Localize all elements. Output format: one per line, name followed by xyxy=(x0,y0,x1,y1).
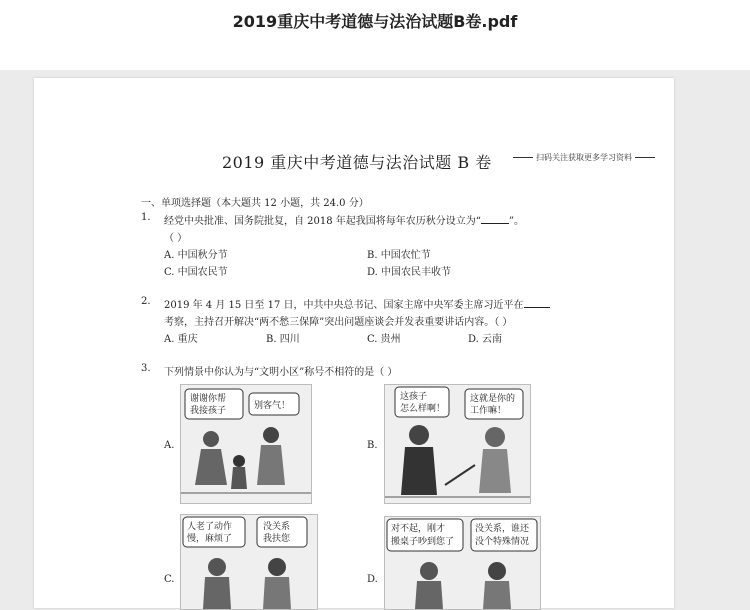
q3-label-c: C. xyxy=(164,574,175,585)
q1-blank xyxy=(481,214,509,224)
pdf-page xyxy=(34,78,674,608)
document-title: 2019 重庆中考道德与法治试题 B 卷 xyxy=(222,153,492,172)
q2-number: 2. xyxy=(141,296,151,307)
q1-paren: （ ） xyxy=(164,233,188,244)
q3-label-a: A. xyxy=(164,440,175,451)
bubble-d-text-2: 搬桌子吵到您了 xyxy=(391,537,455,547)
bubble-d-text-3: 没关系，谁还 xyxy=(475,524,530,534)
q2-line1-text: 2019 年 4 月 15 日至 17 日，中共中央总书记、国家主席中央军委主席习近平在 xyxy=(164,300,524,311)
promo-text: 扫码关注获取更多学习资料 xyxy=(536,153,632,162)
q3-picture-d xyxy=(384,516,541,610)
q3-stem: 下列情景中你认为与“文明小区”称号不相符的是（ ） xyxy=(164,367,398,378)
bubble-b-text-3: 这就是你的 xyxy=(470,394,516,404)
q1-option-c: C. 中国农民节 xyxy=(164,267,228,278)
q1-stem xyxy=(164,212,524,227)
bubble-a-text-3: 别客气！ xyxy=(254,401,291,411)
q1-option-a: A. 中国秋分节 xyxy=(164,250,228,261)
promo-dash-right xyxy=(635,157,655,158)
q2-option-d: D. 云南 xyxy=(468,334,503,345)
file-title: 2019重庆中考道德与法治试题B卷.pdf xyxy=(232,12,518,31)
cartoon-illustration-a xyxy=(181,385,311,503)
q3-picture-a xyxy=(180,384,312,504)
q2-option-c: C. 贵州 xyxy=(367,334,401,345)
q1-stem-after: ”。 xyxy=(508,216,525,227)
bubble-a-text-1: 谢谢你帮 xyxy=(190,394,227,404)
bubble-c-text-2: 慢，麻烦了 xyxy=(187,534,233,544)
bubble-c-text-1: 人老了动作 xyxy=(187,522,233,532)
bubble-a-text-2: 我接孩子 xyxy=(190,406,227,416)
q2-line2: 考察，主持召开解决“两不愁三保障”突出问题座谈会并发表重要讲话内容。（ ） xyxy=(164,317,513,328)
promo-dash-left xyxy=(513,157,533,158)
viewer-header xyxy=(0,0,750,70)
q3-picture-c xyxy=(180,514,318,610)
bubble-c-text-3: 没关系 xyxy=(263,522,291,532)
q3-label-d: D. xyxy=(367,574,378,585)
cartoon-illustration-c xyxy=(181,515,317,609)
bubble-b-text-1: 这孩子 xyxy=(400,392,428,402)
promo-note xyxy=(510,152,658,163)
q2-blank xyxy=(524,298,550,308)
q2-option-b: B. 四川 xyxy=(266,334,300,345)
bubble-b-text-4: 工作嘛！ xyxy=(470,406,507,416)
q1-stem-before: 经党中央批准、国务院批复，自 2018 年起我国将每年农历秋分设立为“ xyxy=(164,216,481,227)
q1-option-b: B. 中国农忙节 xyxy=(367,250,431,261)
section-heading: 一、单项选择题（本大题共 12 小题，共 24.0 分） xyxy=(141,198,369,209)
cartoon-illustration-d xyxy=(385,517,540,609)
bubble-b-text-2: 怎么样啊！ xyxy=(400,404,446,414)
q1-option-d: D. 中国农民丰收节 xyxy=(367,267,452,278)
bubble-d-text-1: 对不起，刚才 xyxy=(391,524,446,534)
q3-picture-b xyxy=(384,384,531,504)
bubble-d-text-4: 没个特殊情况 xyxy=(475,537,530,547)
q3-number: 3. xyxy=(141,363,151,374)
q2-line1 xyxy=(164,296,550,311)
bubble-c-text-4: 我扶您 xyxy=(263,534,291,544)
cartoon-illustration-b xyxy=(385,385,530,503)
q1-number: 1. xyxy=(141,212,151,223)
q2-option-a: A. 重庆 xyxy=(164,334,198,345)
q3-label-b: B. xyxy=(367,440,378,451)
